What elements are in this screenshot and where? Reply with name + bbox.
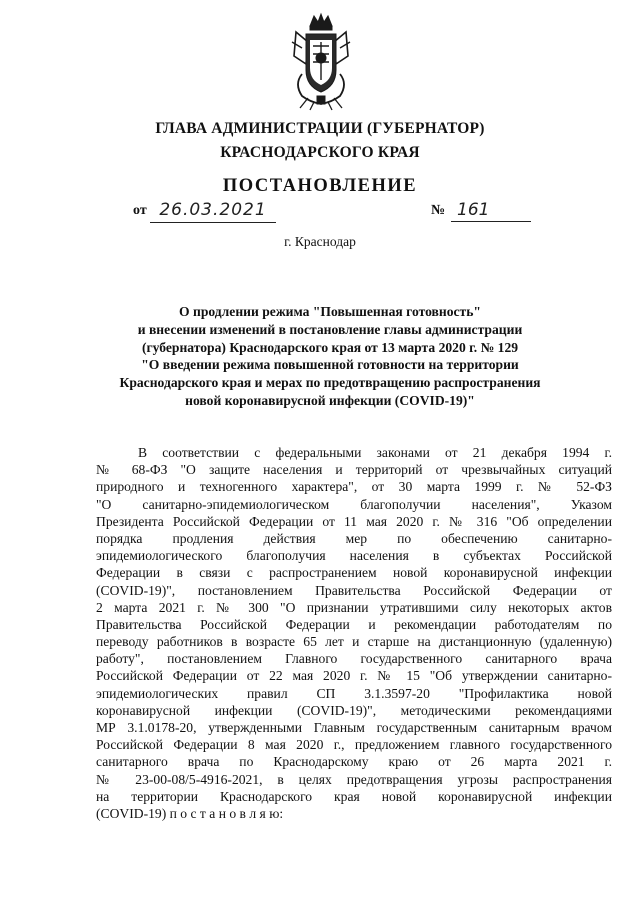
body-line: санитарного врача по Краснодарскому краю от 26 марта 2021 г. — [96, 754, 612, 770]
decree-title — [110, 303, 550, 410]
body-line: Президента Российской Федерации от 11 мая 2020 г. № 316 "Об определении — [96, 513, 612, 529]
body-line: Правительства Российской Федерации и рекомендации работодателям по — [96, 616, 612, 632]
body-line: коронавирусной инфекции (COVID-19)", методическими рекомендациями — [96, 702, 612, 718]
organization-name-line1: ГЛАВА АДМИНИСТРАЦИИ (ГУБЕРНАТОР) — [155, 120, 485, 137]
number-label: № — [431, 203, 446, 218]
handwritten-number: 161 — [451, 200, 531, 222]
body-line: Российской Федерации от 22 мая 2020 г. № 15 "Об утверждении санитарно- — [96, 668, 612, 684]
document-type-title: ПОСТАНОВЛЕНИЕ — [222, 176, 418, 196]
body-line: № 23-00-08/5-4916-2021, в целях предотвращения угрозы распространения — [96, 771, 612, 787]
body-line: переводу работников в возрасте 65 лет и старше на дистанционную (удаленную) — [96, 634, 612, 650]
body-line: МР 3.1.0178-20, утвержденными Главным государственным санитарным врачом — [96, 720, 612, 735]
organization-name-line2: КРАСНОДАРСКОГО КРАЯ — [220, 144, 420, 161]
body-line: эпидемиологических правил СП 3.1.3597-20 "Профилактика новой — [96, 685, 612, 701]
city-name: г. Краснодар — [284, 234, 356, 249]
krasnodar-coat-of-arms-icon — [288, 12, 354, 112]
body-line: 2 марта 2021 г. № 300 "О признании утратившими силу некоторых актов — [96, 599, 612, 615]
date-label: от — [133, 203, 147, 218]
body-line: природного и техногенного характера", от 30 марта 1999 г. № 52-ФЗ — [96, 479, 612, 495]
body-line: порядка продления действия мер по обеспечению санитарно- — [96, 530, 612, 546]
body-line: на территории Краснодарского края новой коронавирусной инфекции — [96, 788, 612, 804]
title-line: "О введении режима повышенной готовности на территории — [141, 357, 519, 373]
body-line: работу", постановлением Главного государственного санитарного врача — [96, 651, 612, 667]
title-line: и внесении изменений в постановление главы администрации — [137, 321, 523, 337]
decree-body-paragraph — [96, 444, 612, 822]
body-line: Российской Федерации 8 мая 2020 г., предложением главного государственного — [96, 737, 612, 753]
body-line: № 68-ФЗ "О защите населения и территорий от чрезвычайных ситуаций — [96, 462, 612, 478]
handwritten-date: 26.03.2021 — [150, 200, 276, 223]
title-line: О продлении режима "Повышенная готовность" — [179, 304, 481, 319]
title-line: (губернатора) Краснодарского края от 13 марта 2020 г. № 129 — [141, 339, 519, 355]
body-line: Федерации в связи с распространением новой коронавирусной инфекции — [96, 565, 612, 581]
body-line: "О санитарно-эпидемиологическом благополучии населения", Указом — [96, 496, 612, 512]
body-line: В соответствии с федеральными законами от 21 декабря 1994 г. — [138, 445, 612, 460]
title-line: Краснодарского края и мерах по предотвращению распространения — [119, 375, 541, 391]
body-line: (COVID-19) п о с т а н о в л я ю: — [96, 805, 284, 821]
title-line: новой коронавирусной инфекции (COVID-19)" — [185, 392, 475, 408]
body-line: эпидемиологического благополучия населения в субъектах Российской — [96, 548, 612, 564]
body-line: (COVID-19)", постановлением Правительства Российской Федерации от — [96, 582, 612, 598]
